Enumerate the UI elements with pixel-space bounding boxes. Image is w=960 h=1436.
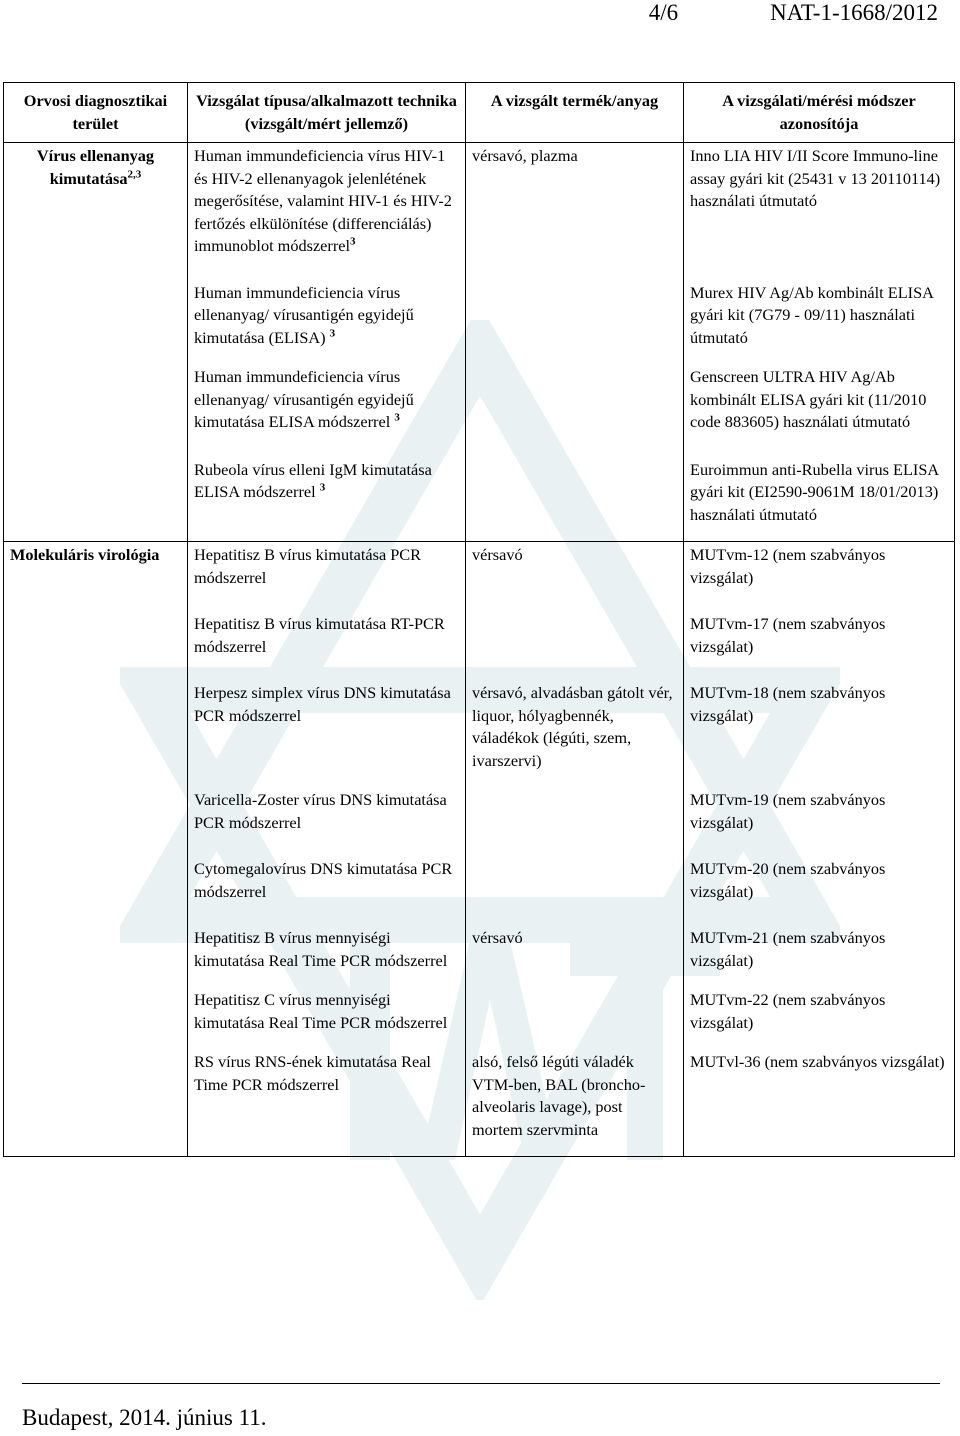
diagnostic-area-cell <box>4 280 188 365</box>
footnote-ref: 3 <box>329 327 336 340</box>
test-cell: Human immundeficiencia vírus ellenanyag/ vírusantigén egyidejű kimutatása ELISA módszerrel $^3$ <box>188 364 466 457</box>
table-row <box>4 611 955 680</box>
table-row <box>4 457 955 542</box>
diagnostic-area-cell <box>4 611 188 680</box>
test-cell: Herpesz simplex vírus DNS kimutatása PCR módszerrel <box>188 680 466 787</box>
test-cell: Hepatitisz B vírus mennyiségi kimutatása Real Time PCR módszerrel <box>188 925 466 987</box>
sample-cell <box>466 364 684 457</box>
diagnostic-area-cell <box>4 925 188 987</box>
sample-cell: alsó, felső légúti váladék VTM-ben, BAL (broncho-alveolaris lavage), post mortem szervminta <box>466 1049 684 1157</box>
footnote-ref: 3 <box>319 481 326 494</box>
sample-cell <box>466 987 684 1049</box>
diagnostic-area-cell <box>4 787 188 856</box>
method-cell: MUTvm-12 (nem szabványos vizsgálat) <box>684 542 955 612</box>
page-header <box>557 0 938 26</box>
table-row <box>4 787 955 856</box>
diagnostic-area-cell: Vírus ellenanyag kimutatása$^{2,3}$ <box>4 143 188 280</box>
table-row <box>4 280 955 365</box>
test-cell: Human immundeficiencia vírus HIV-1 és HIV-2 ellenanyagok jelenlétének megerősítése, valamint HIV-1 és HIV-2 fertőzés elkülönítése (differenciálás) immunoblot módszerrel$^3$ <box>188 143 466 280</box>
table-row <box>4 680 955 787</box>
accreditation-table <box>3 82 955 1157</box>
footer-place-date: Budapest, 2014. június 11. <box>22 1405 267 1430</box>
sample-cell <box>466 856 684 925</box>
sample-cell <box>466 280 684 365</box>
table-row <box>4 856 955 925</box>
diagnostic-area-cell <box>4 457 188 542</box>
column-header-method-id: A vizsgálati/mérési módszer azonosítója <box>684 83 955 143</box>
method-cell: Inno LIA HIV I/II Score Immuno-line assay gyári kit (25431 v 13 20110114) használati útmutató <box>684 143 955 280</box>
method-cell: MUTvm-17 (nem szabványos vizsgálat) <box>684 611 955 680</box>
sample-cell: vérsavó <box>466 925 684 987</box>
document-id: NAT-1-1668/2012 <box>770 0 938 25</box>
table-row <box>4 925 955 987</box>
table-row <box>4 1049 955 1157</box>
sample-cell <box>466 457 684 542</box>
diagnostic-area-cell <box>4 1049 188 1157</box>
method-cell: MUTvm-21 (nem szabványos vizsgálat) <box>684 925 955 987</box>
test-cell: RS vírus RNS-ének kimutatása Real Time PCR módszerrel <box>188 1049 466 1157</box>
sample-cell <box>466 787 684 856</box>
method-cell: MUTvm-20 (nem szabványos vizsgálat) <box>684 856 955 925</box>
test-cell: Cytomegalovírus DNS kimutatása PCR módszerrel <box>188 856 466 925</box>
footer-divider <box>22 1383 940 1384</box>
diagnostic-area-cell <box>4 364 188 457</box>
column-header-test-type: Vizsgálat típusa/alkalmazott technika (vizsgált/mért jellemző) <box>188 83 466 143</box>
diagnostic-area-cell <box>4 680 188 787</box>
table-row <box>4 987 955 1049</box>
method-cell: Euroimmun anti-Rubella virus ELISA gyári kit (EI2590-9061M 18/01/2013) használati útmutató <box>684 457 955 542</box>
sample-cell: vérsavó <box>466 542 684 612</box>
footnote-ref: 2,3 <box>127 168 142 181</box>
method-cell: Genscreen ULTRA HIV Ag/Ab kombinált ELISA gyári kit (11/2010 code 883605) használati útmutató <box>684 364 955 457</box>
table-row <box>4 364 955 457</box>
diagnostic-area-cell <box>4 987 188 1049</box>
diagnostic-area-cell: Molekuláris virológia <box>4 542 188 612</box>
sample-cell: vérsavó, plazma <box>466 143 684 280</box>
test-cell: Hepatitisz B vírus kimutatása PCR módszerrel <box>188 542 466 612</box>
table-row <box>4 143 955 280</box>
test-cell: Human immundeficiencia vírus ellenanyag/ vírusantigén egyidejű kimutatása (ELISA) $^3$ <box>188 280 466 365</box>
test-cell: Varicella-Zoster vírus DNS kimutatása PCR módszerrel <box>188 787 466 856</box>
column-header-area: Orvosi diagnosztikai terület <box>4 83 188 143</box>
test-cell: Hepatitisz C vírus mennyiségi kimutatása Real Time PCR módszerrel <box>188 987 466 1049</box>
table-header-row <box>4 83 955 143</box>
sample-cell <box>466 611 684 680</box>
method-cell: Murex HIV Ag/Ab kombinált ELISA gyári kit (7G79 - 09/11) használati útmutató <box>684 280 955 365</box>
test-cell: Hepatitisz B vírus kimutatása RT-PCR módszerrel <box>188 611 466 680</box>
diagnostic-area-cell <box>4 856 188 925</box>
column-header-sample: A vizsgált termék/anyag <box>466 83 684 143</box>
method-cell: MUTvm-22 (nem szabványos vizsgálat) <box>684 987 955 1049</box>
table-row <box>4 542 955 612</box>
method-cell: MUTvm-19 (nem szabványos vizsgálat) <box>684 787 955 856</box>
method-cell: MUTvl-36 (nem szabványos vizsgálat) <box>684 1049 955 1157</box>
method-cell: MUTvm-18 (nem szabványos vizsgálat) <box>684 680 955 787</box>
sample-cell: vérsavó, alvadásban gátolt vér, liquor, hólyagbennék, váladékok (légúti, szem, ivarszervi) <box>466 680 684 787</box>
test-cell: Rubeola vírus elleni IgM kimutatása ELISA módszerrel $^3$ <box>188 457 466 542</box>
footnote-ref: 3 <box>394 411 400 424</box>
footnote-ref: 3 <box>350 235 356 248</box>
page-number: 4/6 <box>648 0 679 25</box>
